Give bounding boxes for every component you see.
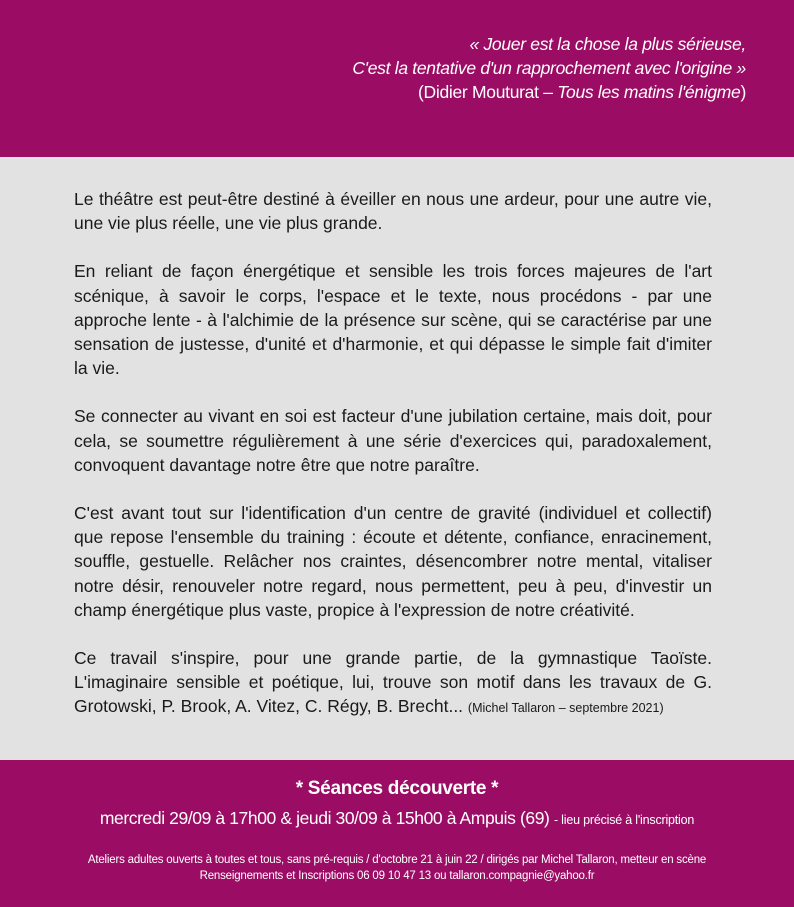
- body-text: [74, 187, 712, 745]
- info-line-2: Renseignements et Inscriptions 06 09 10 47 13 ou tallaron.compagnie@yahoo.fr: [199, 870, 595, 882]
- paragraph-1: Le théâtre est peut-être destiné à éveiller en nous une ardeur, pour une autre vie, une vie plus réelle, une vie plus grande.: [74, 189, 712, 234]
- paragraph-5-text: Ce travail s'inspire, pour une grande partie, de la gymnastique Taoïste. L'imaginaire sensible et poétique, lui, trouve son motif dans les travaux de G. Grotowski, P. Brook, A. Vitez, C. Régy, B. Brecht...: [74, 648, 712, 717]
- seances-dates: [0, 808, 794, 829]
- paragraph-5: [74, 646, 712, 721]
- header-banner: [0, 0, 794, 157]
- quote-line-1: « Jouer est la chose la plus sérieuse,: [469, 34, 746, 54]
- seances-dates-note: - lieu précisé à l'inscription: [553, 813, 695, 827]
- quote-block: [352, 32, 746, 104]
- attribution-title: Tous les matins l'énigme: [557, 82, 741, 102]
- content-panel: [0, 157, 794, 760]
- attribution-prefix: (Didier Mouturat –: [418, 82, 558, 102]
- signature: (Michel Tallaron – septembre 2021): [467, 701, 664, 716]
- paragraph-4: C'est avant tout sur l'identification d'un centre de gravité (individuel et collectif) que repose l'ensemble du training : écoute et détente, confiance, enracinement, souffle, gestuelle. Relâcher nos craintes, désencombrer notre mental, vitaliser notre désir, renouveler notre regard, nous permettent, peu à peu, d'investir un champ énergétique plus vaste, propice à l'expression de notre créativité.: [74, 503, 712, 620]
- quote-attribution: [352, 80, 746, 104]
- attribution-suffix: ): [740, 82, 746, 102]
- info-line-1: Ateliers adultes ouverts à toutes et tous, sans pré-requis / d'octobre 21 à juin 22 / dirigés par Michel Tallaron, metteur en scène: [87, 854, 707, 866]
- seances-title: * Séances découverte *: [295, 778, 499, 799]
- paragraph-3: Se connecter au vivant en soi est facteur d'une jubilation certaine, mais doit, pour cela, se soumettre régulièrement à une série d'exercices qui, paradoxalement, convoquent davantage notre être que notre paraître.: [74, 406, 712, 475]
- quote-line-2: C'est la tentative d'un rapprochement avec l'origine »: [352, 58, 746, 78]
- footer-banner: [0, 760, 794, 907]
- paragraph-2: En reliant de façon énergétique et sensible les trois forces majeures de l'art scénique, à savoir le corps, l'espace et le texte, nous procédons - par une approche lente - à l'alchimie de la présence sur scène, qui se caractérise par une sensation de justesse, d'unité et d'harmonie, et qui dépasse le simple fait d'imiter la vie.: [74, 261, 712, 379]
- info-block: [0, 852, 794, 884]
- seances-dates-text: mercredi 29/09 à 17h00 & jeudi 30/09 à 15h00 à Ampuis (69): [99, 808, 550, 828]
